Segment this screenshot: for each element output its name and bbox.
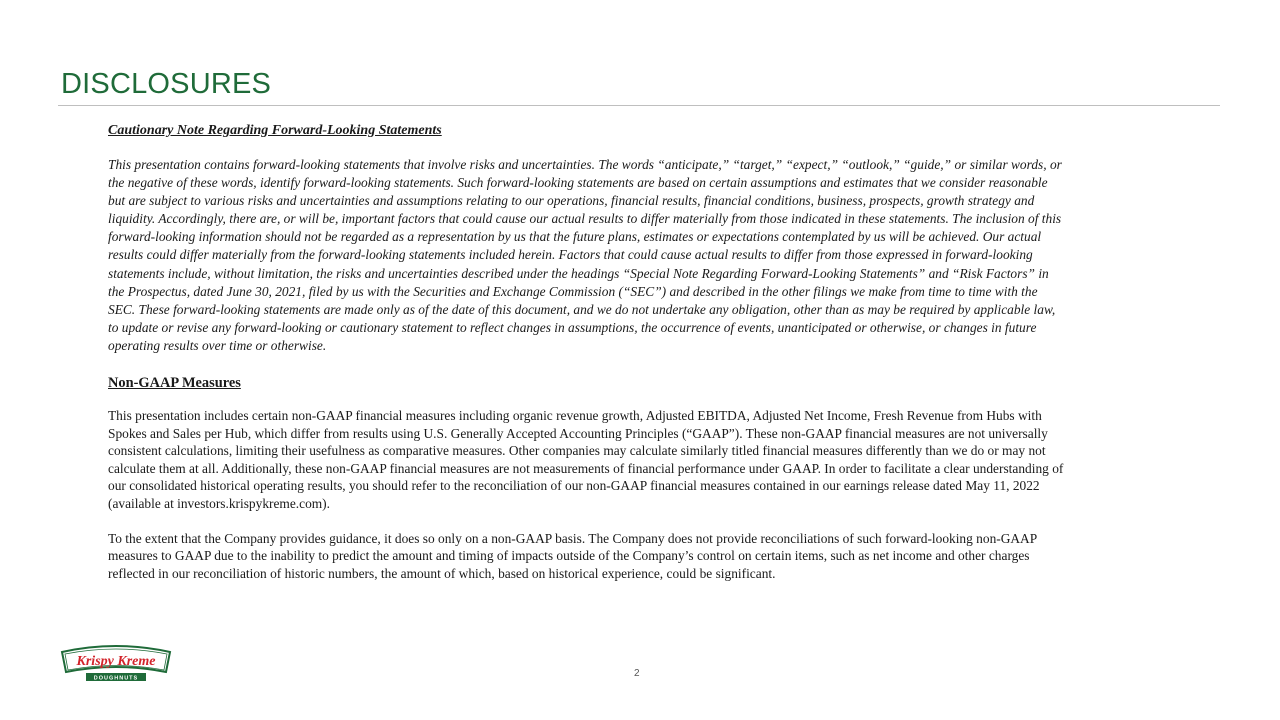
page-title: DISCLOSURES [61, 68, 272, 100]
cautionary-heading: Cautionary Note Regarding Forward-Looking Statements [108, 123, 442, 138]
cautionary-body: This presentation contains forward-looking statements that involve risks and uncertainties. The words “anticipate,” “target,” “expect,” “outlook,” “guide,” or similar words, or the negative of these words, identify forward-looking statements. Such forward-looking statements are based on certain assumptions and estimates that we consider reasonable but are subject to various risks and uncertainties and assumptions relating to our operations, financial results, financial conditions, business, prospects, growth strategy and liquidity. Accordingly, there are, or will be, important factors that could cause our actual results to differ materially from those indicated in these statements. The inclusion of this forward-looking information should not be regarded as a representation by us that the future plans, estimates or expectations contemplated by us will be achieved. Our actual results could differ materially from the forward-looking statements included herein. Factors that could cause actual results to differ from those expressed in forward-looking statements include, without limitation, the risks and uncertainties described under the headings “Special Note Regarding Forward-Looking Statements” and “Risk Factors” in the Prospectus, dated June 30, 2021, filed by us with the Securities and Exchange Commission (“SEC”) and described in the other filings we make from time to time with the SEC. These forward-looking statements are made only as of the date of this document, and we do not undertake any obligation, other than as may be required by applicable law, to update or revise any forward-looking or cautionary statement to reflect changes in assumptions, the occurrence of events, unanticipated or otherwise, or changes in future operating results over time or otherwise. [108, 157, 1062, 353]
non-gaap-paragraph-1: This presentation includes certain non-GAAP financial measures including organic revenue growth, Adjusted EBITDA, Adjusted Net Income, Fresh Revenue from Hubs with Spokes and Sales per Hub, which differ from results using U.S. Generally Accepted Accounting Principles (“GAAP”). These non-GAAP financial measures are not universally consistent calculations, limiting their usefulness as comparative measures. Other companies may calculate similarly titled financial measures differently than we do or may not calculate them at all. Additionally, these non-GAAP financial measures are not measurements of financial performance under GAAP. In order to facilitate a clear understanding of our consolidated historical operating results, you should refer to the reconciliation of our non-GAAP financial measures contained in our earnings release dated May 11, 2022 (available at investors.krispykreme.com). [108, 408, 1064, 511]
title-divider [58, 105, 1220, 106]
non-gaap-heading: Non-GAAP Measures [108, 375, 241, 392]
page-number: 2 [634, 668, 640, 679]
krispy-kreme-logo [60, 642, 172, 682]
disclosures-content [108, 122, 1068, 599]
logo-subtext: DOUGHNUTS [93, 675, 139, 682]
logo-wordmark: Krispy Kreme [76, 654, 156, 669]
non-gaap-paragraph-2: To the extent that the Company provides guidance, it does so only on a non-GAAP basis. The Company does not provide reconciliations of such forward-looking non-GAAP measures to GAAP due to the inability to predict the amount and timing of impacts outside of the Company’s control on certain items, such as net income and other charges reflected in our reconciliation of historic numbers, the amount of which, based on historical experience, could be significant. [108, 530, 1037, 581]
